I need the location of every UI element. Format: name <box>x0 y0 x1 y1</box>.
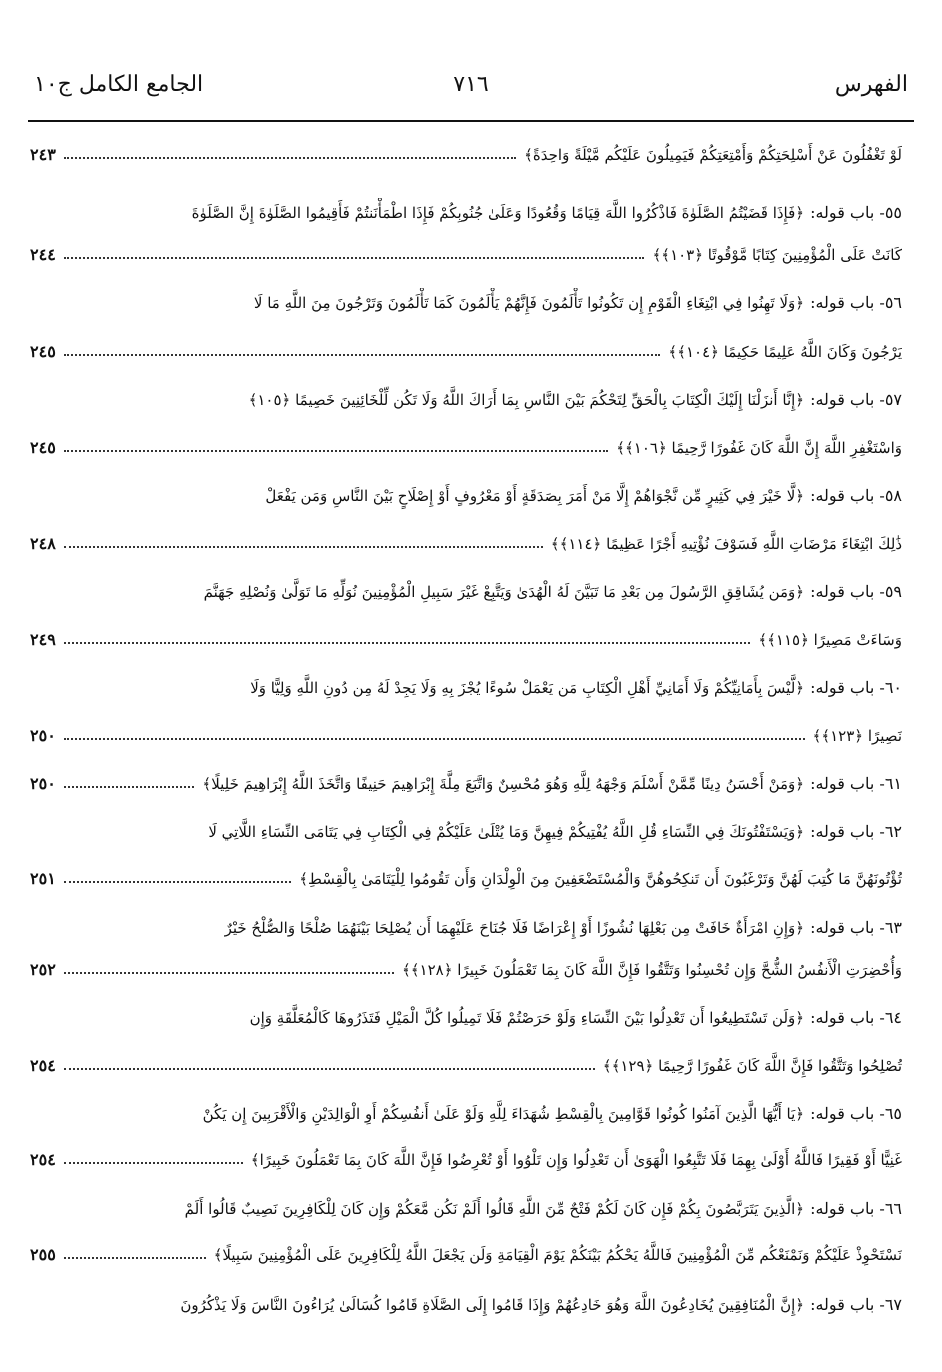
entry-label: ٥٨- باب قوله: <box>810 486 902 505</box>
entry-label: ٦١- باب قوله: <box>810 774 902 793</box>
leader-dots <box>64 157 516 159</box>
leader-dots <box>64 1257 206 1259</box>
entry-text: لَوْ تَغْفُلُونَ عَنْ أَسْلِحَتِكُمْ وَأَمْتِعَتِكُمْ فَيَمِيلُونَ عَلَيْكُم مَّيْلَةً وَاحِدَةً﴾ <box>524 146 902 164</box>
book-title: الجامع الكامل ج١٠ <box>34 72 204 97</box>
entry-page-number: ٢٥٥ <box>30 1245 56 1264</box>
index-entry <box>30 1003 902 1033</box>
index-entry <box>30 1240 902 1270</box>
entry-text: غَنِيًّا أَوْ فَقِيرًا فَاللَّهُ أَوْلَىٰ بِهِمَا فَلَا تَتَّبِعُوا الْهَوَىٰ أَن تَعْدِلُوا وَإِن تَلْوُوا أَوْ تُعْرِضُوا فَإِنَّ اللَّهَ كَانَ بِمَا تَعْمَلُونَ خَبِيرًا﴾ <box>250 1151 902 1169</box>
entry-label: ٥٦- باب قوله: <box>810 293 902 312</box>
entry-text: ﴿وَإِنِ امْرَأَةٌ خَافَتْ مِن بَعْلِهَا نُشُوزًا أَوْ إِعْرَاضًا فَلَا جُنَاحَ عَلَيْهِمَا أَن يُصْلِحَا بَيْنَهُمَا صُلْحًا وَالصُّلْحُ خَيْرٌ <box>224 919 805 937</box>
index-entry <box>30 864 902 894</box>
entry-page-number: ٢٤٩ <box>30 630 56 649</box>
entry-text: ﴿وَمَنْ أَحْسَنُ دِينًا مِّمَّنْ أَسْلَمَ وَجْهَهُ لِلَّهِ وَهُوَ مُحْسِنٌ وَاتَّبَعَ مِلَّةَ إِبْرَاهِيمَ حَنِيفًا وَاتَّخَذَ اللَّهُ إِبْرَاهِيمَ خَلِيلًا﴾ <box>202 775 805 793</box>
entry-text: نَصِيرًا ﴿١٢٣﴾﴾ <box>812 727 902 745</box>
leader-dots <box>64 450 608 452</box>
entry-text: ﴿إِنَّ الْمُنَافِقِينَ يُخَادِعُونَ اللَّهَ وَهُوَ خَادِعُهُمْ وَإِذَا قَامُوا إِلَى الصَّلَاةِ قَامُوا كُسَالَىٰ يُرَاءُونَ النَّاسَ وَلَا يَذْكُرُونَ <box>180 1296 805 1314</box>
entry-page-number: ٢٤٣ <box>30 145 56 164</box>
index-entry <box>30 481 902 511</box>
entry-label: ٦٥- باب قوله: <box>810 1104 902 1123</box>
index-entry <box>30 913 902 943</box>
leader-dots <box>64 1162 243 1164</box>
entry-page-number: ٢٥٢ <box>30 960 56 979</box>
entry-text: ﴿لَّيْسَ بِأَمَانِيِّكُمْ وَلَا أَمَانِيِّ أَهْلِ الْكِتَابِ مَن يَعْمَلْ سُوءًا يُجْزَ بِهِ وَلَا يَجِدْ لَهُ مِن دُونِ اللَّهِ وَلِيًّا وَلَا <box>250 679 805 697</box>
index-entry <box>30 1099 902 1129</box>
entry-text: وَاسْتَغْفِرِ اللَّهَ إِنَّ اللَّهَ كَانَ غَفُورًا رَّحِيمًا ﴿١٠٦﴾﴾ <box>616 439 902 457</box>
entry-text: تُصْلِحُوا وَتَتَّقُوا فَإِنَّ اللَّهَ كَانَ غَفُورًا رَّحِيمًا ﴿١٢٩﴾﴾ <box>602 1057 902 1075</box>
entry-label: ٦٠- باب قوله: <box>810 678 902 697</box>
leader-dots <box>64 257 645 259</box>
entry-page-number: ٢٤٤ <box>30 245 56 264</box>
entry-page-number: ٢٤٥ <box>30 342 56 361</box>
header-divider <box>28 120 914 122</box>
entry-text: ﴿وَمَن يُشَاقِقِ الرَّسُولَ مِن بَعْدِ مَا تَبَيَّنَ لَهُ الْهُدَىٰ وَيَتَّبِعْ غَيْرَ سَبِيلِ الْمُؤْمِنِينَ نُوَلِّهِ مَا تَوَلَّىٰ وَنُصْلِهِ جَهَنَّمَ <box>203 583 805 601</box>
index-entry <box>30 577 902 607</box>
index-entry <box>30 337 902 367</box>
entry-text: وَسَاءَتْ مَصِيرًا ﴿١١٥﴾﴾ <box>758 631 902 649</box>
entry-page-number: ٢٥٠ <box>30 726 56 745</box>
index-entry <box>30 288 902 318</box>
entry-text: ﴿فَإِذَا قَضَيْتُمُ الصَّلَوٰةَ فَاذْكُرُوا اللَّهَ قِيَامًا وَقُعُودًا وَعَلَىٰ جُنُوبِكُمْ فَإِذَا اطْمَأْنَنتُمْ فَأَقِيمُوا الصَّلَوٰةَ إِنَّ الصَّلَوٰةَ <box>191 204 805 222</box>
entry-text: ﴿وَيَسْتَفْتُونَكَ فِي النِّسَاءِ قُلِ اللَّهُ يُفْتِيكُمْ فِيهِنَّ وَمَا يُتْلَىٰ عَلَيْكُمْ فِي الْكِتَابِ فِي يَتَامَى النِّسَاءِ اللَّاتِي لَا <box>208 823 805 841</box>
leader-dots <box>64 972 394 974</box>
index-entry <box>30 1194 902 1224</box>
index-entry <box>30 817 902 847</box>
leader-dots <box>64 642 751 644</box>
entry-text: يَرْجُونَ وَكَانَ اللَّهُ عَلِيمًا حَكِيمًا ﴿١٠٤﴾﴾ <box>668 343 902 361</box>
entry-page-number: ٢٥٤ <box>30 1150 56 1169</box>
entry-page-number: ٢٤٨ <box>30 534 56 553</box>
index-entry <box>30 769 902 799</box>
index-entry <box>30 1290 902 1320</box>
entry-page-number: ٢٥٤ <box>30 1056 56 1075</box>
index-entry <box>30 673 902 703</box>
entry-label: ٦٧- باب قوله: <box>810 1295 902 1314</box>
entry-label: ٥٧- باب قوله: <box>810 390 902 409</box>
entry-text: ﴿وَلَا تَهِنُوا فِي ابْتِغَاءِ الْقَوْمِ إِن تَكُونُوا تَأْلَمُونَ فَإِنَّهُمْ يَأْلَمُونَ كَمَا تَأْلَمُونَ وَتَرْجُونَ مِنَ اللَّهِ مَا لَا <box>253 294 805 312</box>
entry-label: ٦٦- باب قوله: <box>810 1199 902 1218</box>
index-entry <box>30 1145 902 1175</box>
entry-text: ﴿إِنَّا أَنزَلْنَا إِلَيْكَ الْكِتَابَ بِالْحَقِّ لِتَحْكُمَ بَيْنَ النَّاسِ بِمَا أَرَاكَ اللَّهُ وَلَا تَكُن لِّلْخَائِنِينَ خَصِيمًا ﴿١٠٥﴾ <box>248 391 805 409</box>
index-entry <box>30 385 902 415</box>
entry-text: ذَٰلِكَ ابْتِغَاءَ مَرْضَاتِ اللَّهِ فَسَوْفَ نُؤْتِيهِ أَجْرًا عَظِيمًا ﴿١١٤﴾﴾ <box>550 535 902 553</box>
entry-text: ﴿لَّا خَيْرَ فِي كَثِيرٍ مِّن نَّجْوَاهُمْ إِلَّا مَنْ أَمَرَ بِصَدَقَةٍ أَوْ مَعْرُوفٍ أَوْ إِصْلَاحٍ بَيْنَ النَّاسِ وَمَن يَفْعَلْ <box>265 487 805 505</box>
entry-text: تُؤْتُونَهُنَّ مَا كُتِبَ لَهُنَّ وَتَرْغَبُونَ أَن تَنكِحُوهُنَّ وَالْمُسْتَضْعَفِينَ مِنَ الْوِلْدَانِ وَأَن تَقُومُوا لِلْيَتَامَىٰ بِالْقِسْطِ﴾ <box>299 870 902 888</box>
index-entry <box>30 240 902 270</box>
page-header <box>28 62 914 108</box>
index-entry <box>30 721 902 751</box>
index-entry <box>30 625 902 655</box>
index-entry <box>30 140 902 170</box>
leader-dots <box>64 881 291 883</box>
page-number: ٧١٦ <box>453 72 489 97</box>
index-entry <box>30 955 902 985</box>
leader-dots <box>64 738 805 740</box>
entry-label: ٥٥- باب قوله: <box>810 203 902 222</box>
entry-page-number: ٢٤٥ <box>30 438 56 457</box>
entry-page-number: ٢٥٠ <box>30 774 56 793</box>
index-entry <box>30 529 902 559</box>
entry-text: وَأُحْضِرَتِ الْأَنفُسُ الشُّحَّ وَإِن تُحْسِنُوا وَتَتَّقُوا فَإِنَّ اللَّهَ كَانَ بِمَا تَعْمَلُونَ خَبِيرًا ﴿١٢٨﴾﴾ <box>401 961 902 979</box>
leader-dots <box>64 546 543 548</box>
entry-label: ٥٩- باب قوله: <box>810 582 902 601</box>
section-title: الفهرس <box>834 72 908 97</box>
entry-text: كَانَتْ عَلَى الْمُؤْمِنِينَ كِتَابًا مَّوْقُوتًا ﴿١٠٣﴾﴾ <box>652 246 902 264</box>
entry-text: ﴿وَلَن تَسْتَطِيعُوا أَن تَعْدِلُوا بَيْنَ النِّسَاءِ وَلَوْ حَرَصْتُمْ فَلَا تَمِيلُوا كُلَّ الْمَيْلِ فَتَذَرُوهَا كَالْمُعَلَّقَةِ وَإِن <box>249 1009 805 1027</box>
index-entry <box>30 433 902 463</box>
entry-label: ٦٤- باب قوله: <box>810 1008 902 1027</box>
entry-text: ﴿يَا أَيُّهَا الَّذِينَ آمَنُوا كُونُوا قَوَّامِينَ بِالْقِسْطِ شُهَدَاءَ لِلَّهِ وَلَوْ عَلَىٰ أَنفُسِكُمْ أَوِ الْوَالِدَيْنِ وَالْأَقْرَبِينَ إِن يَكُنْ <box>202 1105 805 1123</box>
leader-dots <box>64 1068 595 1070</box>
entry-text: نَسْتَحْوِذْ عَلَيْكُمْ وَنَمْنَعْكُم مِّنَ الْمُؤْمِنِينَ فَاللَّهُ يَحْكُمُ بَيْنَكُمْ يَوْمَ الْقِيَامَةِ وَلَن يَجْعَلَ اللَّهُ لِلْكَافِرِينَ عَلَى الْمُؤْمِنِينَ سَبِيلًا﴾ <box>213 1246 902 1264</box>
index-entry <box>30 198 902 228</box>
entry-text: ﴿الَّذِينَ يَتَرَبَّصُونَ بِكُمْ فَإِن كَانَ لَكُمْ فَتْحٌ مِّنَ اللَّهِ قَالُوا أَلَمْ نَكُن مَّعَكُمْ وَإِن كَانَ لِلْكَافِرِينَ نَصِيبٌ قَالُوا أَلَمْ <box>184 1200 805 1218</box>
leader-dots <box>64 354 661 356</box>
index-entry <box>30 1051 902 1081</box>
entry-label: ٦٣- باب قوله: <box>810 918 902 937</box>
leader-dots <box>64 786 195 788</box>
entry-page-number: ٢٥١ <box>30 869 56 888</box>
entry-label: ٦٢- باب قوله: <box>810 822 902 841</box>
